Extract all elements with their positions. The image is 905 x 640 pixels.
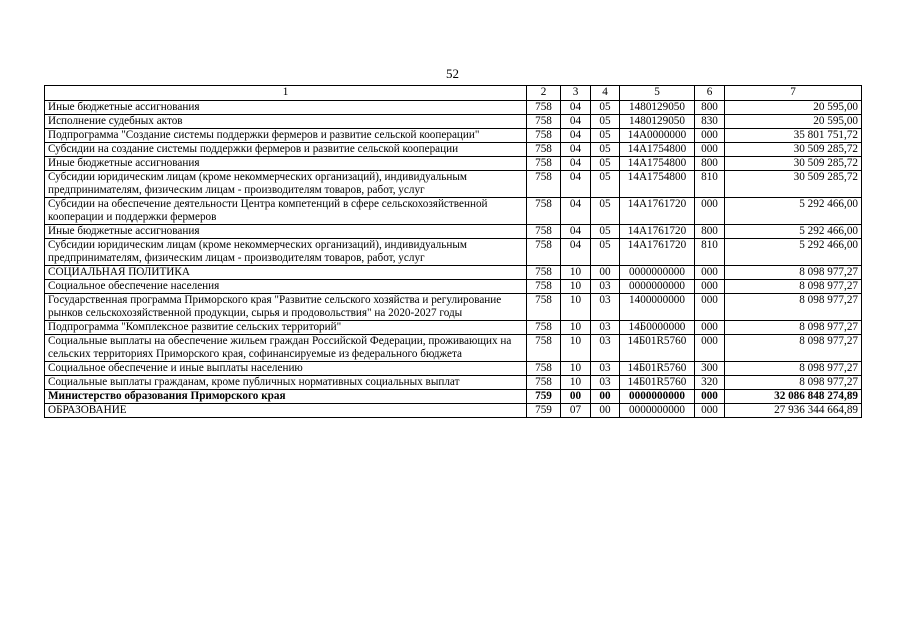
- row-name: Социальное обеспечение и иные выплаты населению: [45, 362, 527, 376]
- row-subsection: 00: [591, 390, 620, 404]
- table-row: [45, 171, 862, 198]
- row-expense-type: 300: [695, 362, 725, 376]
- row-subsection: 05: [591, 157, 620, 171]
- row-section: 10: [561, 294, 591, 321]
- row-name: Социальные выплаты гражданам, кроме публичных нормативных социальных выплат: [45, 376, 527, 390]
- row-subsection: 05: [591, 129, 620, 143]
- row-target-article: 14А1761720: [620, 198, 695, 225]
- table-row: [45, 129, 862, 143]
- row-target-article: 1480129050: [620, 101, 695, 115]
- row-amount: 20 595,00: [725, 101, 862, 115]
- row-target-article: 0000000000: [620, 280, 695, 294]
- row-target-article: 0000000000: [620, 266, 695, 280]
- row-subsection: 03: [591, 280, 620, 294]
- header-name: 1: [45, 86, 527, 101]
- table-body: [45, 101, 862, 418]
- row-target-article: 0000000000: [620, 404, 695, 418]
- row-section: 10: [561, 266, 591, 280]
- row-section: 04: [561, 239, 591, 266]
- row-section: 10: [561, 376, 591, 390]
- row-expense-type: 000: [695, 294, 725, 321]
- row-admin-code: 758: [527, 225, 561, 239]
- row-target-article: 14Б01R5760: [620, 362, 695, 376]
- row-section: 04: [561, 171, 591, 198]
- row-section: 04: [561, 198, 591, 225]
- row-expense-type: 800: [695, 101, 725, 115]
- table-row: [45, 376, 862, 390]
- row-section: 00: [561, 390, 591, 404]
- row-expense-type: 000: [695, 321, 725, 335]
- row-name: Исполнение судебных актов: [45, 115, 527, 129]
- row-subsection: 03: [591, 376, 620, 390]
- row-admin-code: 758: [527, 157, 561, 171]
- budget-table: [44, 85, 862, 418]
- row-section: 10: [561, 335, 591, 362]
- page-number: 52: [446, 66, 459, 81]
- row-target-article: 14А0000000: [620, 129, 695, 143]
- row-admin-code: 758: [527, 239, 561, 266]
- row-name: Министерство образования Приморского края: [45, 390, 527, 404]
- row-amount: 20 595,00: [725, 115, 862, 129]
- row-name: Субсидии на обеспечение деятельности Центра компетенций в сфере сельскохозяйственной кооперации и поддержки фермеров: [45, 198, 527, 225]
- row-expense-type: 000: [695, 143, 725, 157]
- row-admin-code: 758: [527, 198, 561, 225]
- row-section: 04: [561, 129, 591, 143]
- row-amount: 35 801 751,72: [725, 129, 862, 143]
- row-amount: 30 509 285,72: [725, 171, 862, 198]
- row-target-article: 14А1754800: [620, 171, 695, 198]
- row-admin-code: 758: [527, 376, 561, 390]
- row-target-article: 0000000000: [620, 390, 695, 404]
- row-expense-type: 000: [695, 335, 725, 362]
- row-section: 04: [561, 157, 591, 171]
- row-admin-code: 758: [527, 143, 561, 157]
- row-subsection: 05: [591, 115, 620, 129]
- header-admin-code: 2: [527, 86, 561, 101]
- row-subsection: 00: [591, 404, 620, 418]
- row-name: Социальные выплаты на обеспечение жильем граждан Российской Федерации, проживающих на сельских территориях Приморского края, софинансируемые из федерального бюджета: [45, 335, 527, 362]
- row-target-article: 14Б01R5760: [620, 376, 695, 390]
- row-expense-type: 830: [695, 115, 725, 129]
- row-expense-type: 810: [695, 239, 725, 266]
- header-section: 3: [561, 86, 591, 101]
- row-subsection: 03: [591, 335, 620, 362]
- table-row: [45, 157, 862, 171]
- row-target-article: 1480129050: [620, 115, 695, 129]
- row-subsection: 05: [591, 239, 620, 266]
- row-name: Иные бюджетные ассигнования: [45, 157, 527, 171]
- row-name: Подпрограмма "Комплексное развитие сельских территорий": [45, 321, 527, 335]
- row-amount: 8 098 977,27: [725, 280, 862, 294]
- header-subsection: 4: [591, 86, 620, 101]
- row-target-article: 14А1761720: [620, 225, 695, 239]
- row-admin-code: 758: [527, 101, 561, 115]
- table-row: [45, 115, 862, 129]
- row-admin-code: 758: [527, 294, 561, 321]
- table-row: [45, 198, 862, 225]
- row-amount: 8 098 977,27: [725, 376, 862, 390]
- table-row: [45, 335, 862, 362]
- row-amount: 30 509 285,72: [725, 143, 862, 157]
- row-amount: 32 086 848 274,89: [725, 390, 862, 404]
- table-row: [45, 239, 862, 266]
- row-admin-code: 759: [527, 404, 561, 418]
- row-expense-type: 000: [695, 280, 725, 294]
- row-admin-code: 758: [527, 362, 561, 376]
- table-row: [45, 280, 862, 294]
- row-expense-type: 320: [695, 376, 725, 390]
- row-name: Субсидии юридическим лицам (кроме некоммерческих организаций), индивидуальным предпринимателям, физическим лицам - производителям товаров, работ, услуг: [45, 239, 527, 266]
- row-amount: 5 292 466,00: [725, 225, 862, 239]
- table-row: [45, 225, 862, 239]
- row-section: 07: [561, 404, 591, 418]
- row-section: 10: [561, 362, 591, 376]
- row-expense-type: 000: [695, 404, 725, 418]
- row-amount: 8 098 977,27: [725, 321, 862, 335]
- row-amount: 8 098 977,27: [725, 294, 862, 321]
- row-subsection: 03: [591, 362, 620, 376]
- row-name: Подпрограмма "Создание системы поддержки фермеров и развитие сельской кооперации": [45, 129, 527, 143]
- table-row: [45, 143, 862, 157]
- row-expense-type: 800: [695, 157, 725, 171]
- row-admin-code: 758: [527, 115, 561, 129]
- row-section: 10: [561, 321, 591, 335]
- row-amount: 8 098 977,27: [725, 335, 862, 362]
- row-target-article: 14Б01R5760: [620, 335, 695, 362]
- row-expense-type: 000: [695, 198, 725, 225]
- table-row: [45, 101, 862, 115]
- row-amount: 8 098 977,27: [725, 362, 862, 376]
- table-row: [45, 266, 862, 280]
- row-admin-code: 758: [527, 280, 561, 294]
- row-amount: 27 936 344 664,89: [725, 404, 862, 418]
- row-expense-type: 000: [695, 390, 725, 404]
- table-row: [45, 390, 862, 404]
- row-admin-code: 758: [527, 129, 561, 143]
- row-subsection: 03: [591, 321, 620, 335]
- row-subsection: 05: [591, 225, 620, 239]
- row-section: 10: [561, 280, 591, 294]
- row-subsection: 05: [591, 171, 620, 198]
- row-section: 04: [561, 143, 591, 157]
- row-target-article: 14А1754800: [620, 157, 695, 171]
- row-name: ОБРАЗОВАНИЕ: [45, 404, 527, 418]
- row-subsection: 05: [591, 198, 620, 225]
- table-header-row: [45, 86, 862, 101]
- header-amount: 7: [725, 86, 862, 101]
- row-target-article: 14А1761720: [620, 239, 695, 266]
- row-subsection: 00: [591, 266, 620, 280]
- row-expense-type: 800: [695, 225, 725, 239]
- row-amount: 30 509 285,72: [725, 157, 862, 171]
- row-expense-type: 000: [695, 129, 725, 143]
- header-expense-type: 6: [695, 86, 725, 101]
- table-row: [45, 321, 862, 335]
- row-admin-code: 758: [527, 266, 561, 280]
- row-amount: 5 292 466,00: [725, 239, 862, 266]
- header-target-article: 5: [620, 86, 695, 101]
- row-expense-type: 000: [695, 266, 725, 280]
- row-section: 04: [561, 115, 591, 129]
- row-name: СОЦИАЛЬНАЯ ПОЛИТИКА: [45, 266, 527, 280]
- row-target-article: 14Б0000000: [620, 321, 695, 335]
- row-target-article: 14А1754800: [620, 143, 695, 157]
- row-admin-code: 759: [527, 390, 561, 404]
- row-expense-type: 810: [695, 171, 725, 198]
- row-subsection: 05: [591, 143, 620, 157]
- row-amount: 8 098 977,27: [725, 266, 862, 280]
- row-amount: 5 292 466,00: [725, 198, 862, 225]
- row-name: Иные бюджетные ассигнования: [45, 225, 527, 239]
- row-section: 04: [561, 101, 591, 115]
- row-admin-code: 758: [527, 335, 561, 362]
- row-name: Государственная программа Приморского края "Развитие сельского хозяйства и регулирование рынков сельскохозяйственной продукции, сырья и продовольствия" на 2020-2027 годы: [45, 294, 527, 321]
- row-subsection: 05: [591, 101, 620, 115]
- table-row: [45, 294, 862, 321]
- row-name: Субсидии юридическим лицам (кроме некоммерческих организаций), индивидуальным предпринимателям, физическим лицам - производителям товаров, работ, услуг: [45, 171, 527, 198]
- table-row: [45, 362, 862, 376]
- row-name: Социальное обеспечение населения: [45, 280, 527, 294]
- row-subsection: 03: [591, 294, 620, 321]
- row-admin-code: 758: [527, 321, 561, 335]
- row-name: Иные бюджетные ассигнования: [45, 101, 527, 115]
- table-row: [45, 404, 862, 418]
- row-name: Субсидии на создание системы поддержки фермеров и развитие сельской кооперации: [45, 143, 527, 157]
- row-section: 04: [561, 225, 591, 239]
- row-target-article: 1400000000: [620, 294, 695, 321]
- row-admin-code: 758: [527, 171, 561, 198]
